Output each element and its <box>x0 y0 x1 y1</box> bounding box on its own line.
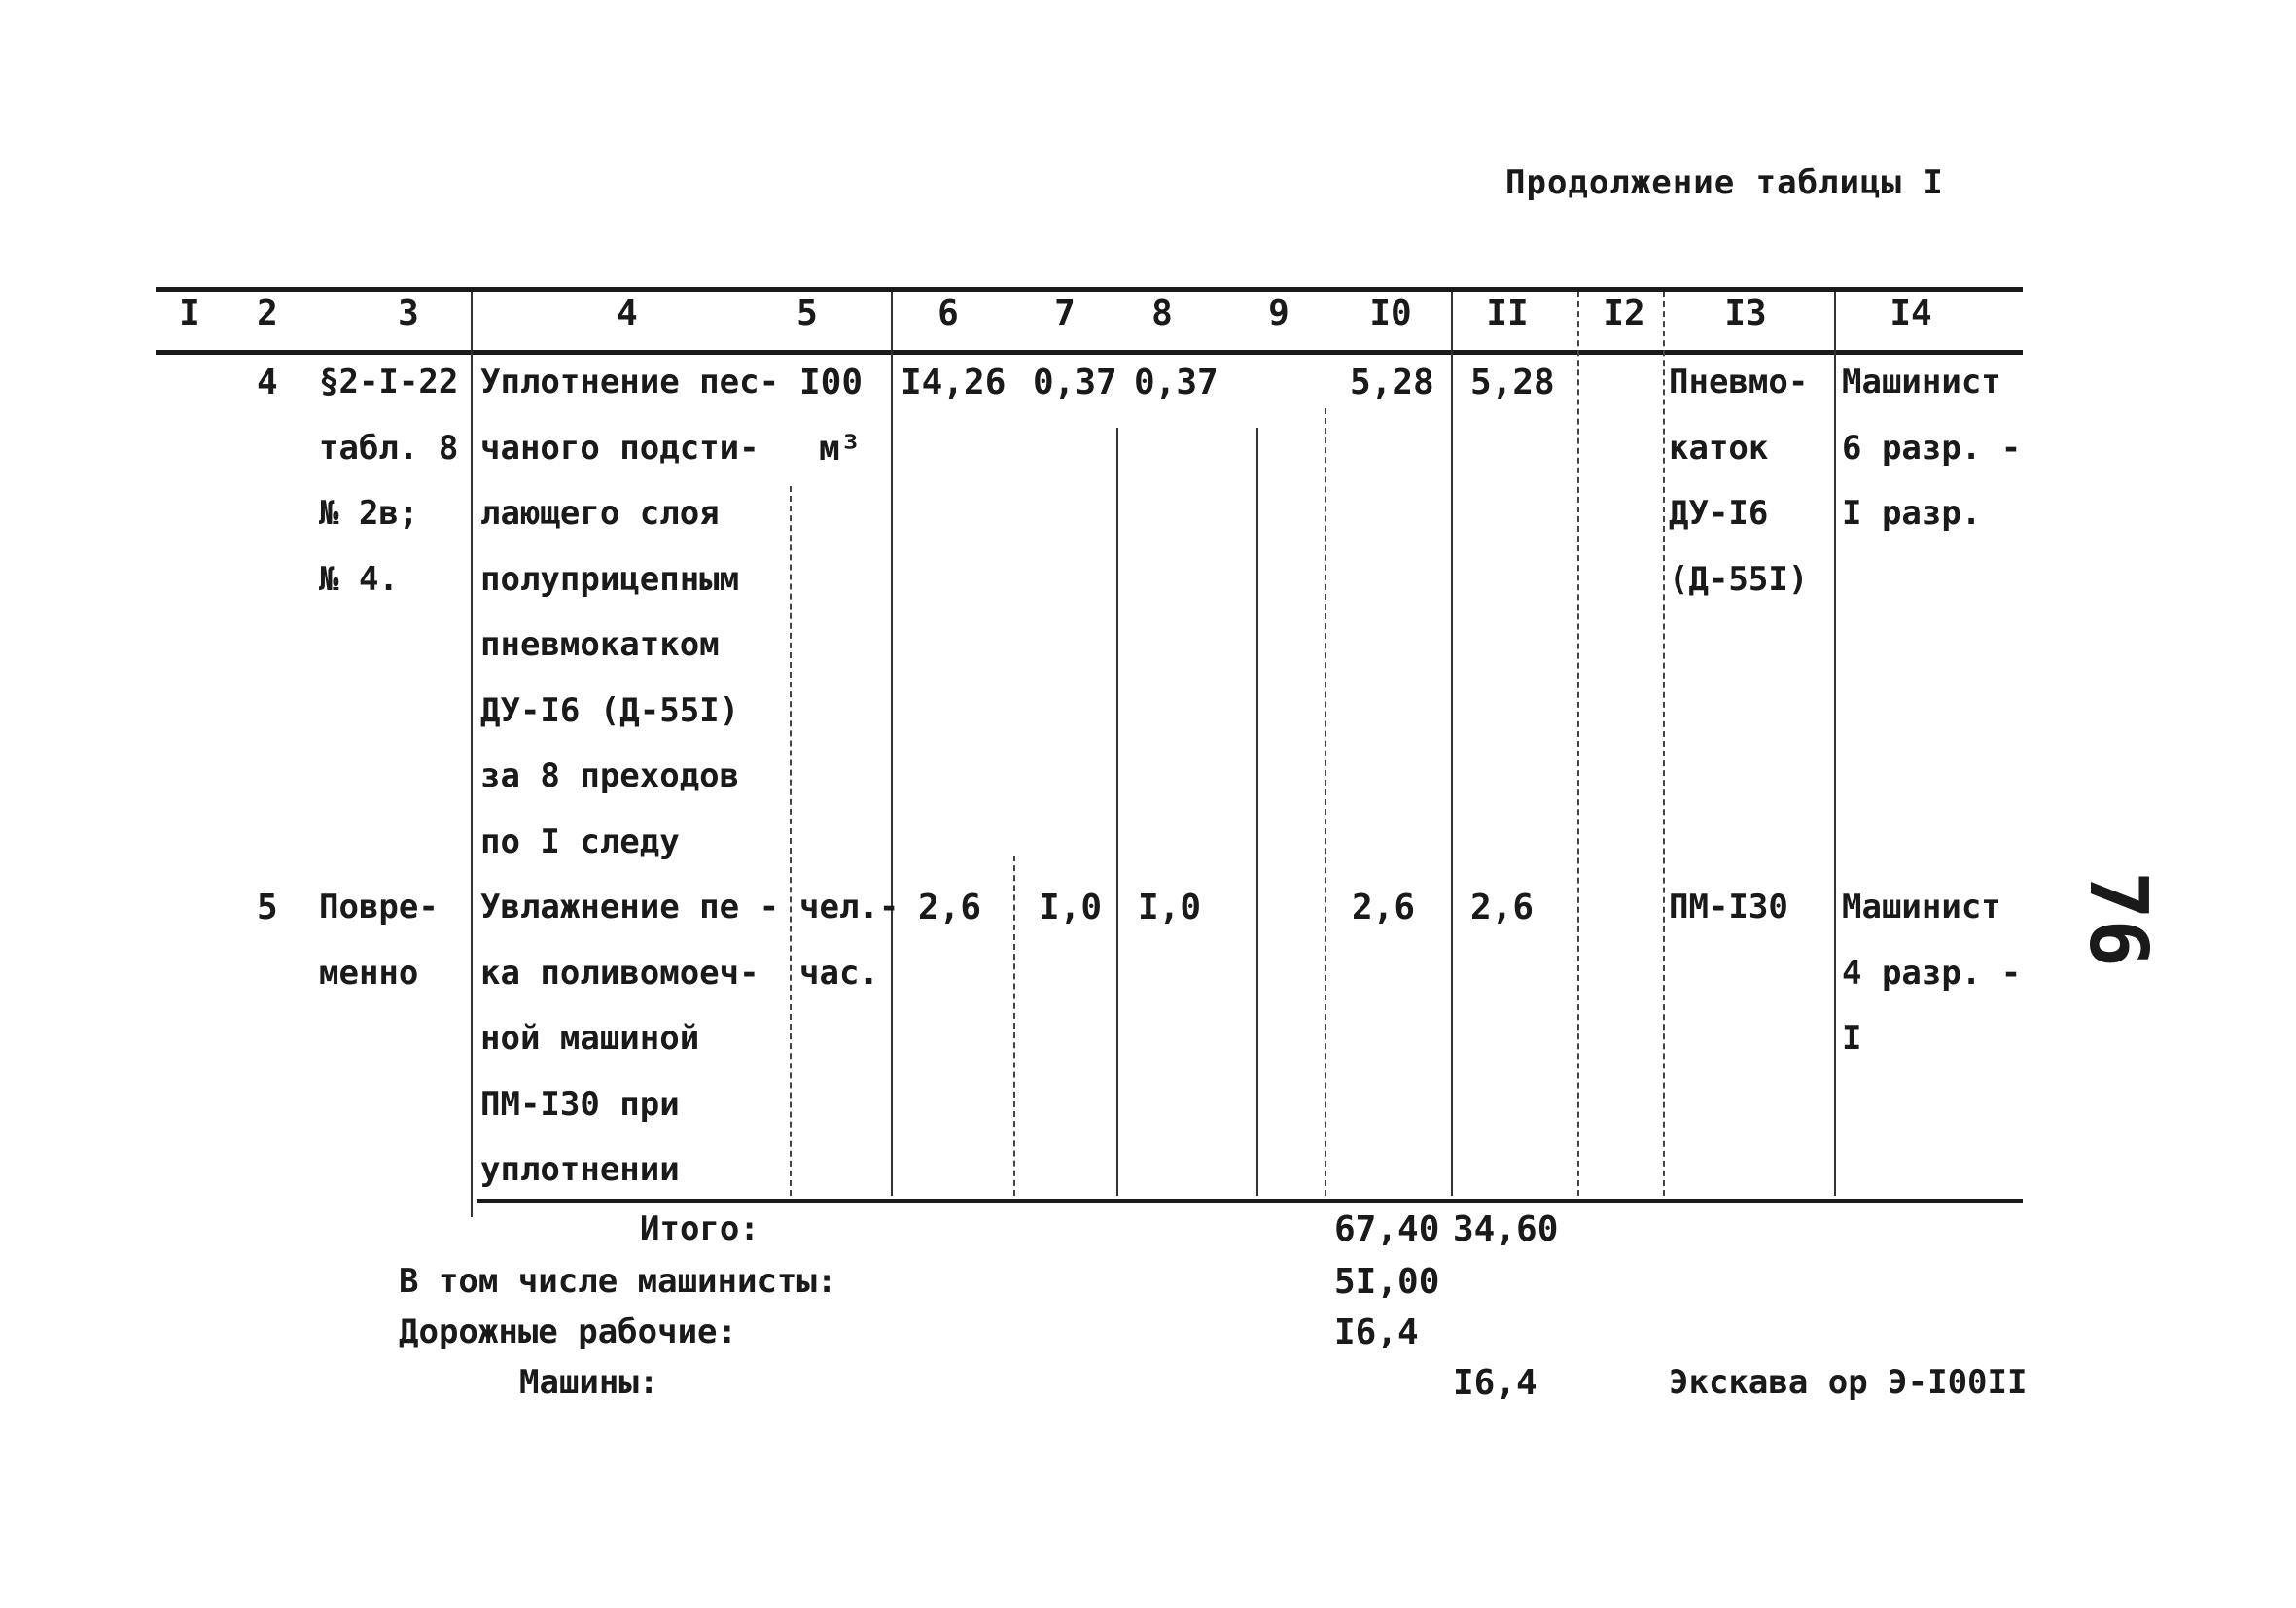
header-col-11: II <box>1486 294 1529 333</box>
row1-col13-line: ДУ-I6 <box>1669 494 1769 533</box>
row2-col4-line: ка поливомоеч- <box>480 953 759 993</box>
header-col-14: I4 <box>1890 294 1932 333</box>
row1-col5 <box>799 350 863 481</box>
row2-col14-line: Машинист <box>1842 888 2001 926</box>
table-caption: Продолжение таблицы I <box>1505 163 1944 202</box>
row2-col4-line: ной машиной <box>480 1019 700 1058</box>
header-col-8: 8 <box>1151 294 1173 333</box>
row2-col5-line: чел.- <box>799 888 900 926</box>
row1-col14 <box>1842 350 2021 547</box>
row2-col14 <box>1842 875 2021 1072</box>
road-workers-label: Дорожные рабочие: <box>399 1312 737 1351</box>
row1-col4-line: Уплотнение пес- <box>480 363 780 402</box>
row1-col4-line: по I следу <box>480 821 680 861</box>
col-divider-11-12 <box>1577 292 1579 1196</box>
row2-col14-line: 4 разр. - <box>1842 953 2022 993</box>
row1-col6: I4,26 <box>901 363 1007 402</box>
col-divider-4-5 <box>790 486 792 1196</box>
row1-col7: 0,37 <box>1033 363 1117 402</box>
row2-col6: 2,6 <box>918 888 982 927</box>
row1-col4-line: пневмокатком <box>480 625 720 664</box>
itogo-col10: 67,40 <box>1334 1209 1440 1249</box>
row1-col8: 0,37 <box>1134 363 1219 402</box>
header-col-12: I2 <box>1603 294 1645 333</box>
excavator-note: Экскава ор Э-I00II <box>1669 1363 2028 1402</box>
machinists-col10: 5I,00 <box>1334 1262 1440 1302</box>
page-number: 76 <box>2070 871 2164 967</box>
row2-col10: 2,6 <box>1352 888 1416 927</box>
header-col-10: I0 <box>1369 294 1412 333</box>
row2-col3-line: Повре- <box>319 888 439 926</box>
row1-col13-line: Пневмо- <box>1669 363 1809 402</box>
col-divider-3-4 <box>471 292 473 1217</box>
header-col-5: 5 <box>796 294 818 333</box>
col-divider-6-7 <box>1013 856 1015 1196</box>
row2-col4-line: Увлажнение пе - <box>480 888 780 926</box>
row1-col4-line: полуприцепным <box>480 559 740 599</box>
row2-col11: 2,6 <box>1470 888 1535 927</box>
row1-col10: 5,28 <box>1350 363 1434 402</box>
header-col-2: 2 <box>257 294 278 333</box>
row1-col4-line: чаного подсти- <box>480 428 759 468</box>
road-workers-col10: I6,4 <box>1334 1312 1419 1352</box>
itogo-label: Итого: <box>640 1209 759 1248</box>
row1-col3-line: № 2в; <box>319 494 419 533</box>
header-col-3: 3 <box>398 294 419 333</box>
row2-col4-line: уплотнении <box>480 1150 680 1189</box>
machines-label: Машины: <box>519 1363 659 1402</box>
header-col-13: I3 <box>1724 294 1767 333</box>
row1-col14-line: Машинист <box>1842 363 2001 402</box>
col-divider-12-13 <box>1663 292 1665 1196</box>
row1-col5-line: I00 <box>799 363 864 402</box>
col-divider-10-11 <box>1451 292 1453 1196</box>
row2-col4-line: ПМ-I30 при <box>480 1084 680 1124</box>
row1-col14-line: I разр. <box>1842 494 1982 533</box>
row2-col8: I,0 <box>1138 888 1202 927</box>
row1-col14-line: 6 разр. - <box>1842 428 2022 468</box>
row2-col13 <box>1669 875 1788 941</box>
row1-col3 <box>319 350 458 612</box>
row1-col4-line: лающего слоя <box>480 494 720 533</box>
row2-col5 <box>799 875 899 1006</box>
row2-col3 <box>319 875 439 1006</box>
header-col-7: 7 <box>1054 294 1076 333</box>
col-divider-8-9 <box>1256 428 1258 1196</box>
header-col-6: 6 <box>937 294 959 333</box>
row1-col13-line: каток <box>1669 428 1769 468</box>
machinists-label: В том числе машинисты: <box>399 1262 837 1301</box>
row1-col13-line: (Д-55I) <box>1669 559 1809 599</box>
row2-col4 <box>480 875 779 1204</box>
row1-col3-line: табл. 8 <box>319 428 459 468</box>
itogo-col11: 34,60 <box>1453 1209 1559 1249</box>
row1-col2: 4 <box>257 363 278 402</box>
row1-col4-line: за 8 преходов <box>480 756 740 795</box>
col-divider-5-6 <box>891 292 893 1196</box>
row2-col5-line: час. <box>799 953 879 993</box>
header-col-9: 9 <box>1268 294 1289 333</box>
row2-col2: 5 <box>257 888 278 927</box>
row2-col3-line: менно <box>319 953 419 993</box>
row1-col3-line: §2-I-22 <box>319 363 459 402</box>
row1-col13 <box>1669 350 1808 612</box>
col-divider-7-8 <box>1116 428 1118 1196</box>
row1-col4-line: ДУ-I6 (Д-55I) <box>480 690 740 730</box>
row1-col4 <box>480 350 779 875</box>
row2-col13-line: ПМ-I30 <box>1669 888 1788 926</box>
machines-col11: I6,4 <box>1453 1363 1537 1403</box>
table-top-rule <box>156 287 2023 292</box>
row2-col14-line: I <box>1842 1019 1862 1058</box>
col-divider-9-10 <box>1325 408 1326 1196</box>
row1-col5-line: м³ <box>819 428 862 469</box>
row1-col3-line: № 4. <box>319 559 399 599</box>
header-col-1: I <box>179 294 200 333</box>
header-col-4: 4 <box>617 294 638 333</box>
col-divider-13-14 <box>1834 292 1836 1196</box>
row1-col11: 5,28 <box>1470 363 1555 402</box>
row2-col7: I,0 <box>1039 888 1103 927</box>
